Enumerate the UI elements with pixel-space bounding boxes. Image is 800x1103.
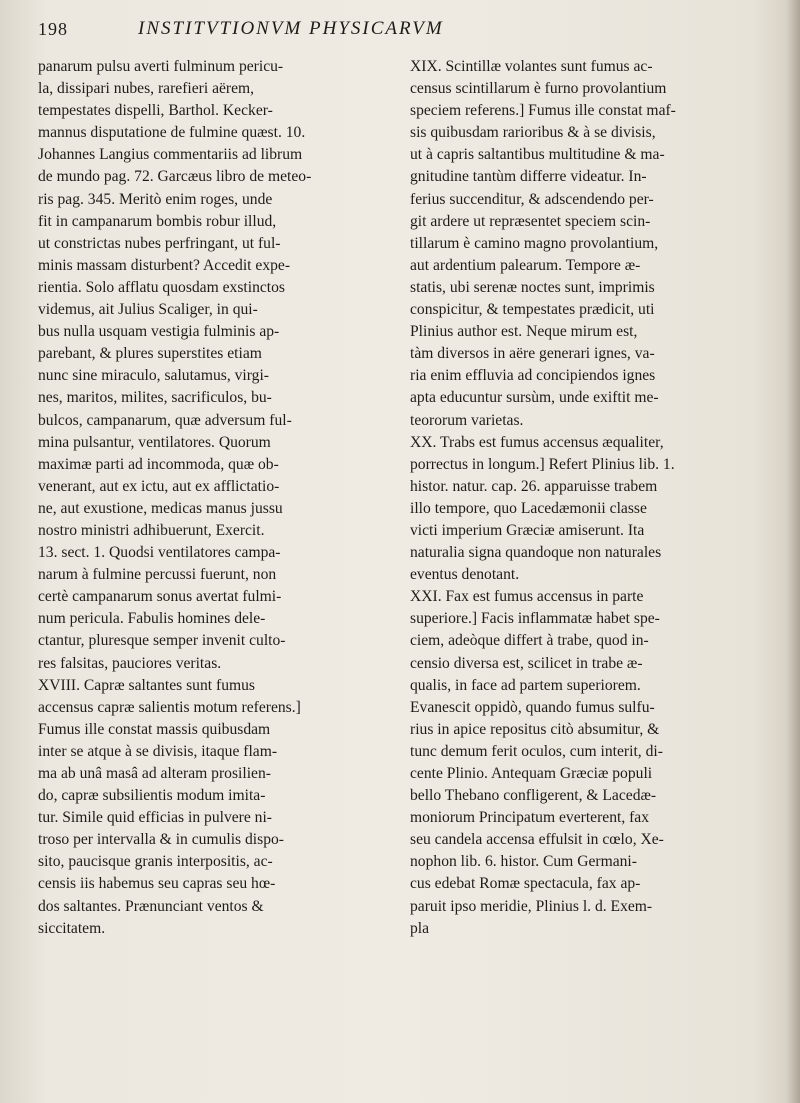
text-line: Fumus ille constat massis quibusdam [38, 720, 271, 738]
text-line: census scintillarum è furno provolantium [410, 80, 667, 98]
text-line: fit in campanarum bombis robur illud, [38, 212, 277, 230]
text-line: censis iis habemus seu capras seu hœ- [38, 875, 276, 893]
text-line: videmus, ait Julius Scaliger, in qui- [38, 301, 258, 319]
text-line: inter se atque à se divisis, itaque flam- [38, 742, 278, 760]
text-line: XX. Trabs est fumus accensus æqualiter, [410, 433, 664, 451]
text-line: ciem, adeòque differt à trabe, quod in- [410, 632, 649, 650]
text-line: ria enim effluvia ad concipiendos ignes [410, 367, 656, 385]
text-line: eventus denotant. [410, 566, 520, 584]
text-line: tàm diversos in aëre generari ignes, va- [410, 345, 655, 363]
left-column [38, 56, 393, 940]
text-line: ferius succenditur, & adscendendo per- [410, 190, 654, 208]
text-line: XVIII. Capræ saltantes sunt fumus [38, 676, 255, 694]
text-line: nostro ministri adhibuerunt, Exercit. [38, 521, 265, 539]
text-line: accensus capræ salientis motum referens.] [38, 698, 301, 716]
text-line: de mundo pag. 72. Garcæus libro de meteo- [38, 168, 312, 186]
text-line: illo tempore, quo Lacedæmonii classe [410, 499, 647, 517]
text-line: siccitatem. [38, 919, 106, 937]
text-line: paruit ipso meridie, Plinius l. d. Exem- [410, 897, 653, 915]
text-line: gnitudine tantùm differre videatur. In- [410, 168, 647, 186]
text-line: la, dissipari nubes, rarefieri aërem, [38, 80, 255, 98]
text-line: certè campanarum sonus avertat fulmi- [38, 588, 282, 606]
text-line: tillarum è camino magno provolantium, [410, 234, 659, 252]
text-line: ut à capris saltantibus multitudine & ma- [410, 146, 665, 164]
text-line: cus edebat Romæ spectacula, fax ap- [410, 875, 641, 893]
text-line: panarum pulsu averti fulminum pericu- [38, 58, 284, 75]
text-line: tunc demum ferit oculos, cum interit, di- [410, 742, 663, 760]
text-line: troso per intervalla & in cumulis dispo- [38, 831, 284, 849]
text-line: rientia. Solo afflatu quosdam exstinctos [38, 278, 286, 296]
text-line: Plinius author est. Neque mirum est, [410, 323, 638, 341]
text-line: git ardere ut repræsentet speciem scin- [410, 212, 651, 230]
text-line: minis massam disturbent? Accedit expe- [38, 256, 291, 274]
text-line: nunc sine miraculo, salutamus, virgi- [38, 367, 269, 385]
text-line: aut ardentium palearum. Tempore æ- [410, 256, 641, 274]
text-line: victi imperium Græciæ amiserunt. Ita [410, 521, 645, 539]
text-line: tempestates dispelli, Barthol. Kecker- [38, 102, 273, 120]
text-line: do, capræ subsilientis modum imita- [38, 787, 266, 805]
text-line: ne, aut exustione, medicas manus jussu [38, 499, 283, 517]
text-line: sis quibusdam rarioribus & à se divisis, [410, 124, 656, 142]
text-line: apta educuntur sursùm, unde exiftit me- [410, 389, 659, 407]
text-line: tur. Simile quid efficias in pulvere ni- [38, 809, 273, 827]
text-line: XXI. Fax est fumus accensus in parte [410, 588, 644, 606]
text-line: dos saltantes. Prænunciant ventos & [38, 897, 264, 915]
running-title: INSTITVTIONVM PHYSICARVM [138, 18, 444, 39]
running-header [38, 10, 770, 48]
text-line: seu candela accensa effulsit in cœlo, Xe- [410, 831, 664, 849]
text-line: maximæ parti ad incommoda, quæ ob- [38, 455, 279, 473]
text-line: superiore.] Facis inflammatæ habet spe- [410, 610, 660, 628]
text-line: histor. natur. cap. 26. apparuisse trabem [410, 477, 658, 495]
text-line: bus nulla usquam vestigia fulminis ap- [38, 323, 280, 341]
text-line: narum à fulmine percussi fuerunt, non [38, 566, 277, 584]
text-line: naturalia signa quandoque non naturales [410, 544, 662, 562]
text-line: conspicitur, & tempestates prædicit, uti [410, 301, 655, 319]
right-column [410, 56, 778, 940]
text-line: num pericula. Fabulis homines dele- [38, 610, 266, 628]
text-line: qualis, in face ad partem superiorem. [410, 676, 641, 694]
text-line: bulcos, campanarum, quæ adversum ful- [38, 411, 292, 429]
text-line: teororum varietas. [410, 411, 524, 429]
page-edge-shadow [786, 0, 800, 1103]
text-line: rius in apice repositus citò absumitur, & [410, 720, 660, 738]
text-line: XIX. Scintillæ volantes sunt fumus ac- [410, 58, 653, 75]
text-line: porrectus in longum.] Refert Plinius lib. 1. [410, 455, 675, 473]
text-line: bello Thebano confligerent, & Lacedæ- [410, 787, 657, 805]
text-line: moniorum Principatum everterent, fax [410, 809, 650, 827]
text-line: parebant, & plures superstites etiam [38, 345, 262, 363]
text-line: ris pag. 345. Meritò enim roges, unde [38, 190, 273, 208]
text-line: censio diversa est, scilicet in trabe æ- [410, 654, 643, 672]
text-line: mannus disputatione de fulmine quæst. 10. [38, 124, 306, 142]
text-line: res falsitas, pauciores veritas. [38, 654, 222, 672]
text-line: sito, paucisque granis interpositis, ac- [38, 853, 273, 871]
text-line: ctantur, pluresque semper invenit culto- [38, 632, 286, 650]
text-line: ut constrictas nubes perfringant, ut ful- [38, 234, 281, 252]
text-line: ma ab unâ masâ ad alteram prosilien- [38, 765, 271, 782]
text-line: statis, ubi serenæ noctes sunt, imprimis [410, 278, 655, 296]
text-line: cente Plinio. Antequam Græciæ populi [410, 765, 653, 782]
text-line: nophon lib. 6. histor. Cum Germani- [410, 853, 637, 871]
text-line: speciem referens.] Fumus ille constat maf- [410, 102, 676, 120]
text-line: Johannes Langius commentariis ad librum [38, 146, 303, 164]
text-line: mina pulsantur, ventilatores. Quorum [38, 433, 271, 451]
text-line: pla [410, 919, 430, 937]
text-line: venerant, aut ex ictu, aut ex afflictatio- [38, 477, 280, 495]
text-line: nes, maritos, milites, sacrificulos, bu- [38, 389, 272, 407]
text-line: 13. sect. 1. Quodsi ventilatores campa- [38, 544, 281, 562]
text-line: Evanescit oppidò, quando fumus sulfu- [410, 698, 655, 716]
page-number: 198 [38, 18, 68, 39]
